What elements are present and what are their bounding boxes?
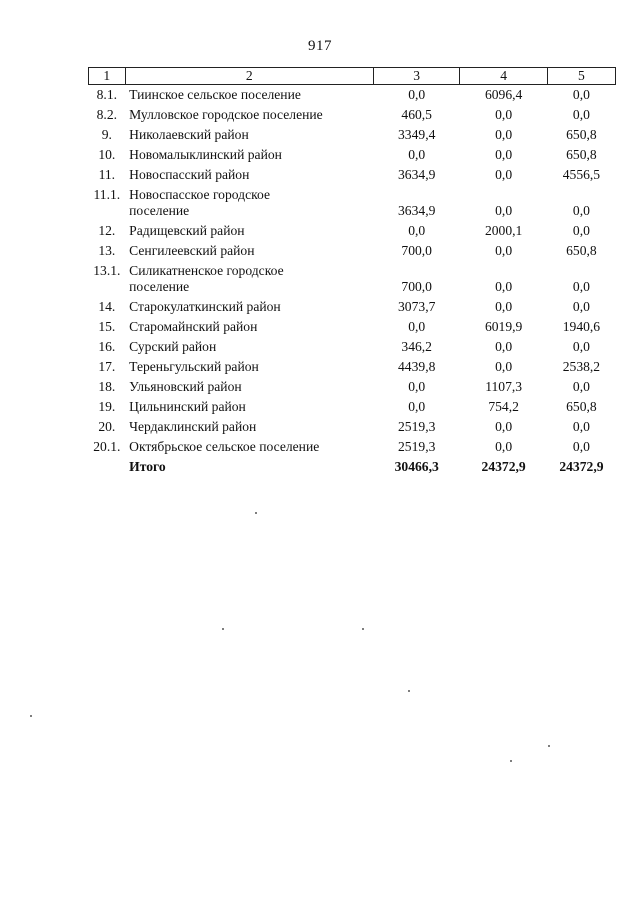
row-value-col5: 650,8 — [566, 243, 597, 258]
row-value-col4: 0,0 — [495, 167, 513, 182]
row-value-col4: 1107,3 — [485, 379, 523, 394]
row-name — [125, 185, 373, 221]
row-value-col3: 2519,3 — [398, 439, 436, 454]
row-value-col3: 0,0 — [408, 87, 426, 102]
total-number — [89, 457, 126, 477]
header-col-5: 5 — [547, 68, 615, 85]
row-name: Сенгилеевский район — [129, 243, 255, 258]
row-name: Новомалыклинский район — [129, 147, 282, 162]
row-value-col5: 0,0 — [572, 279, 590, 294]
row-value-col4: 0,0 — [495, 127, 513, 142]
row-value-col5: 650,8 — [566, 399, 597, 414]
row-name: Мулловское городское поселение — [129, 107, 323, 122]
scan-speck — [408, 690, 410, 692]
row-value-col5: 2538,2 — [562, 359, 601, 374]
total-value-col4: 24372,9 — [481, 459, 526, 474]
header-row — [89, 68, 616, 85]
row-number: 9. — [101, 127, 112, 142]
row-value-col3: 0,0 — [408, 319, 426, 334]
scan-speck — [362, 628, 364, 630]
row-number: 14. — [98, 299, 116, 314]
table-row — [89, 125, 616, 145]
row-number: 11.1. — [93, 187, 121, 202]
table-row — [89, 105, 616, 125]
row-value-col5: 0,0 — [572, 223, 590, 238]
row-name: Чердаклинский район — [129, 419, 257, 434]
row-value-col5: 0,0 — [572, 379, 590, 394]
row-value-col5: 0,0 — [572, 107, 590, 122]
row-value-col4: 0,0 — [495, 279, 513, 294]
row-number: 10. — [98, 147, 116, 162]
row-name: Старомайнский район — [129, 319, 258, 334]
row-name: Тиинское сельское поселение — [129, 87, 301, 102]
row-value-col3: 0,0 — [408, 399, 426, 414]
row-value-col5: 0,0 — [572, 339, 590, 354]
row-name-line-1: Новоспасское городское — [129, 187, 271, 202]
row-value-col4: 0,0 — [495, 299, 513, 314]
row-number: 20.1. — [93, 439, 121, 454]
row-value-col4: 0,0 — [495, 243, 513, 258]
scan-speck — [548, 745, 550, 747]
scan-speck — [255, 512, 257, 514]
row-name: Николаевский район — [129, 127, 249, 142]
row-name-line-2: поселение — [129, 203, 190, 218]
row-name: Ульяновский район — [129, 379, 242, 394]
row-number: 8.1. — [96, 87, 118, 102]
table-row — [89, 221, 616, 241]
row-value-col3: 460,5 — [401, 107, 432, 122]
row-name-line-1: Силикатненское городское — [129, 263, 284, 278]
row-value-col4: 0,0 — [495, 359, 513, 374]
row-value-col3: 0,0 — [408, 147, 426, 162]
row-value-col5: 0,0 — [572, 299, 590, 314]
row-value-col3: 3634,9 — [398, 167, 436, 182]
table-row — [89, 357, 616, 377]
row-name: Новоспасский район — [129, 167, 250, 182]
table-row — [89, 377, 616, 397]
row-name: Сурский район — [129, 339, 217, 354]
budget-table — [88, 67, 616, 477]
row-value-col5: 4556,5 — [562, 167, 601, 182]
row-name — [125, 261, 373, 297]
row-number: 16. — [98, 339, 116, 354]
row-value-col4: 0,0 — [495, 339, 513, 354]
row-number: 17. — [98, 359, 116, 374]
row-value-col4: 0,0 — [495, 107, 513, 122]
header-col-1: 1 — [89, 68, 126, 85]
table-row — [89, 297, 616, 317]
row-number: 15. — [98, 319, 116, 334]
row-number: 8.2. — [96, 107, 118, 122]
row-value-col5: 0,0 — [572, 439, 590, 454]
row-value-col4: 6096,4 — [484, 87, 523, 102]
row-number: 13. — [98, 243, 116, 258]
row-value-col3: 0,0 — [408, 223, 426, 238]
total-label: Итого — [129, 459, 166, 474]
header-col-4: 4 — [460, 68, 547, 85]
row-value-col3: 346,2 — [401, 339, 432, 354]
row-value-col3: 2519,3 — [398, 419, 436, 434]
row-value-col3: 3073,7 — [398, 299, 436, 314]
total-value-col3: 30466,3 — [394, 459, 439, 474]
row-name-line-2: поселение — [129, 279, 190, 294]
header-col-3: 3 — [373, 68, 459, 85]
row-name: Тереньгульский район — [129, 359, 259, 374]
row-value-col5: 650,8 — [566, 147, 597, 162]
row-name: Старокулаткинский район — [129, 299, 281, 314]
scan-speck — [30, 715, 32, 717]
table-row — [89, 437, 616, 457]
row-value-col3: 700,0 — [401, 279, 432, 294]
row-value-col4: 754,2 — [488, 399, 519, 414]
table-row — [89, 337, 616, 357]
row-name: Октябрьское сельское поселение — [129, 439, 320, 454]
row-value-col4: 2000,1 — [484, 223, 523, 238]
row-value-col5: 0,0 — [572, 87, 590, 102]
table-row — [89, 165, 616, 185]
scan-speck — [222, 628, 224, 630]
row-number: 12. — [98, 223, 116, 238]
table-row — [89, 417, 616, 437]
page-number: 917 — [308, 38, 332, 54]
row-number: 11. — [98, 167, 116, 182]
row-value-col3: 0,0 — [408, 379, 426, 394]
row-value-col5: 0,0 — [572, 419, 590, 434]
row-value-col5: 1940,6 — [562, 319, 601, 334]
header-col-2: 2 — [125, 68, 373, 85]
scan-speck — [510, 760, 512, 762]
row-value-col4: 0,0 — [495, 147, 513, 162]
row-value-col5: 650,8 — [566, 127, 597, 142]
row-number: 20. — [98, 419, 116, 434]
row-number: 19. — [98, 399, 116, 414]
row-value-col4: 0,0 — [495, 203, 513, 218]
table-row — [89, 261, 616, 297]
total-row — [89, 457, 616, 477]
row-value-col3: 3634,9 — [398, 203, 436, 218]
row-value-col3: 4439,8 — [398, 359, 436, 374]
row-value-col3: 3349,4 — [398, 127, 436, 142]
row-value-col4: 0,0 — [495, 419, 513, 434]
table-row — [89, 317, 616, 337]
row-value-col4: 6019,9 — [484, 319, 523, 334]
row-name: Цильнинский район — [129, 399, 246, 414]
row-name: Радищевский район — [129, 223, 245, 238]
table-row — [89, 85, 616, 106]
row-value-col5: 0,0 — [572, 203, 590, 218]
table-row — [89, 241, 616, 261]
row-number: 13.1. — [93, 263, 121, 278]
row-number: 18. — [98, 379, 116, 394]
table-row — [89, 145, 616, 165]
table-row — [89, 397, 616, 417]
total-value-col5: 24372,9 — [559, 459, 604, 474]
table-row — [89, 185, 616, 221]
row-value-col4: 0,0 — [495, 439, 513, 454]
row-value-col3: 700,0 — [401, 243, 432, 258]
